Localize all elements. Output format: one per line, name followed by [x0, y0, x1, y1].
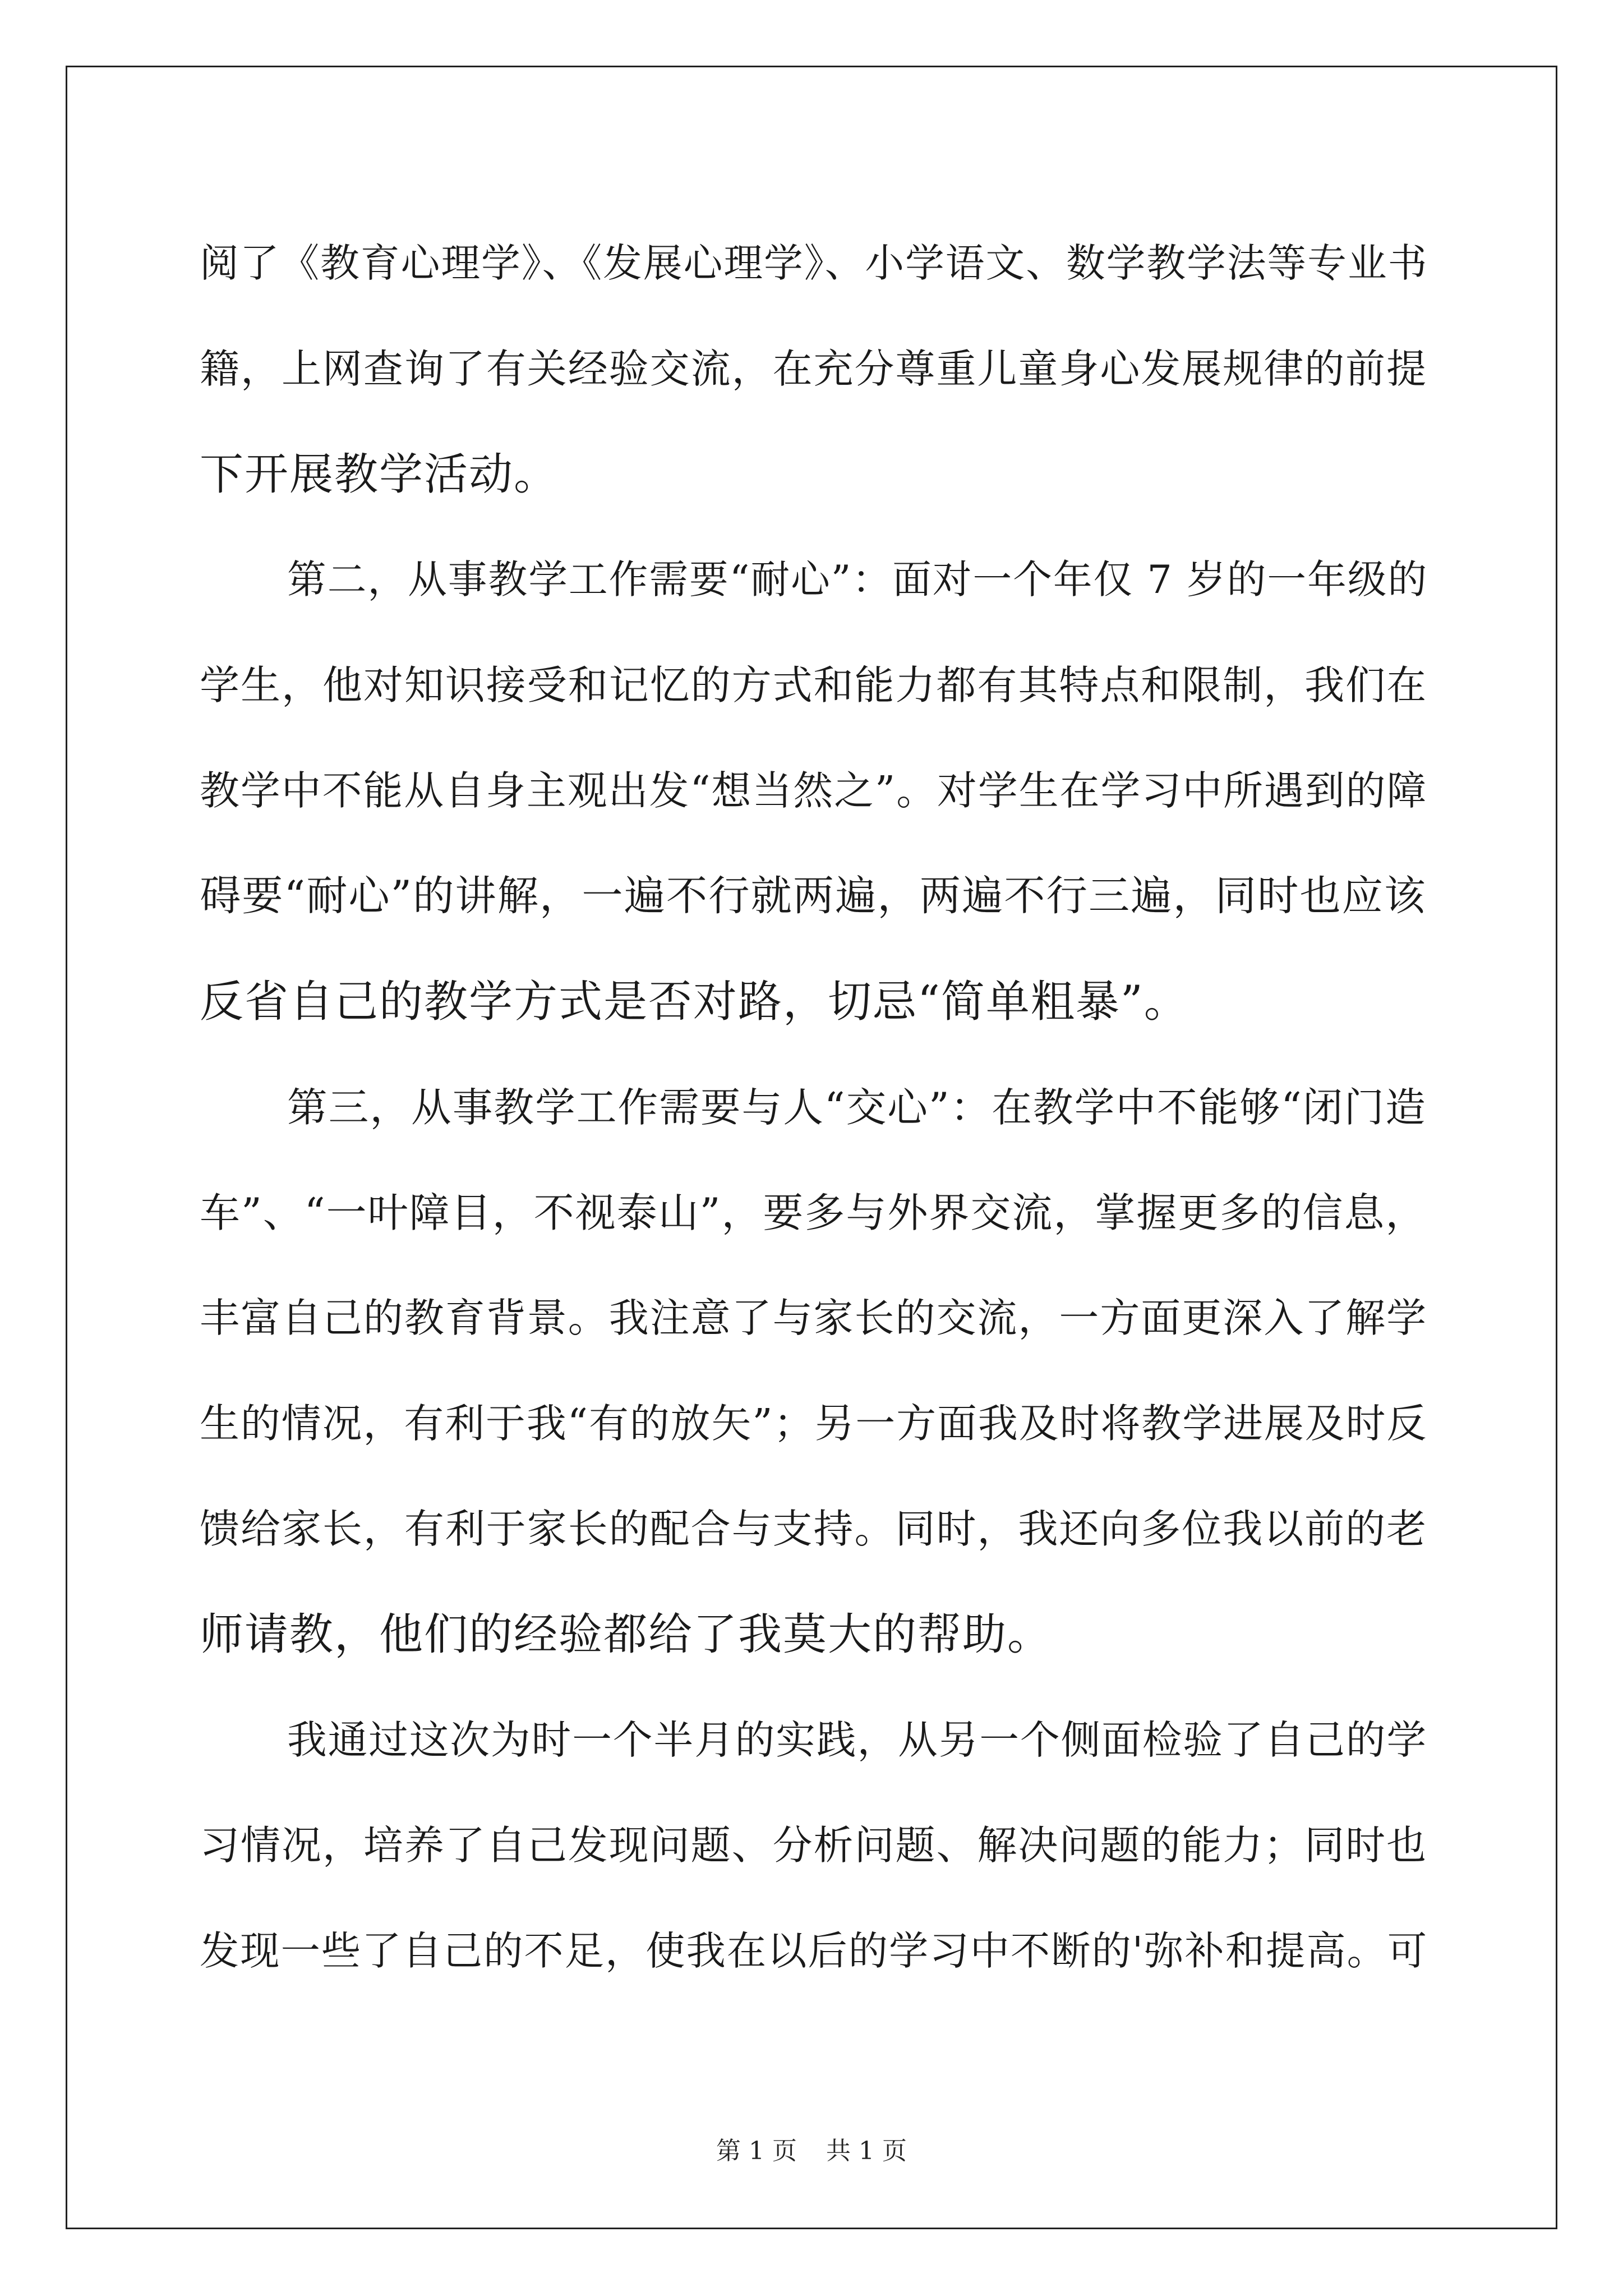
text-line: 师请教，他们的经验都给了我莫大的帮助。	[200, 1609, 1053, 1660]
text-line: 籍，上网查询了有关经验交流，在充分尊重儿童身心发展规律的前提	[200, 346, 1428, 392]
text-line: 教学中不能从自身主观出发“想当然之”。对学生在学习中所遇到的障	[200, 767, 1428, 814]
text-line: 我通过这次为时一个半月的实践，从另一个侧面检验了自己的学	[287, 1717, 1428, 1763]
text-line: 生的情况，有利于我“有的放矢”；另一方面我及时将教学进展及时反	[200, 1400, 1428, 1447]
page-number-current: 第 1 页	[716, 2137, 797, 2165]
document-body	[200, 211, 1428, 2004]
text-line: 车”、“一叶障目，不视泰山”，要多与外界交流，掌握更多的信息，	[200, 1189, 1427, 1236]
text-line: 下开展教学活动。	[200, 449, 559, 500]
text-line: 丰富自己的教育背景。我注意了与家长的交流，一方面更深入了解学	[200, 1295, 1428, 1341]
paragraph-3	[200, 1055, 1428, 1687]
paragraph-2	[200, 527, 1428, 1055]
text-line: 习情况，培养了自己发现问题、分析问题、解决问题的能力；同时也	[200, 1822, 1428, 1869]
paragraph-1	[200, 211, 1428, 527]
text-line: 第三，从事教学工作需要与人“交心”：在教学中不能够“闭门造	[287, 1084, 1427, 1131]
page-footer	[0, 2131, 1623, 2166]
text-line: 学生，他对知识接受和记忆的方式和能力都有其特点和限制，我们在	[200, 662, 1428, 708]
text-line: 第二，从事教学工作需要“耐心”：面对一个年仅 7 岁的一年级的	[287, 557, 1428, 602]
text-line: 发现一些了自己的不足，使我在以后的学习中不断的'弥补和提高。可	[200, 1928, 1428, 1974]
page-number-total: 共 1 页	[826, 2137, 907, 2165]
text-line: 阅了《教育心理学》、《发展心理学》、小学语文、数学教学法等专业书	[200, 241, 1428, 286]
text-line: 碍要“耐心”的讲解，一遍不行就两遍，两遍不行三遍，同时也应该	[200, 872, 1427, 920]
paragraph-4	[200, 1687, 1428, 2004]
text-line: 反省自己的教学方式是否对路，切忌“简单粗暴”。	[200, 977, 1189, 1027]
text-line: 馈给家长，有利于家长的配合与支持。同时，我还向多位我以前的老	[200, 1506, 1428, 1552]
